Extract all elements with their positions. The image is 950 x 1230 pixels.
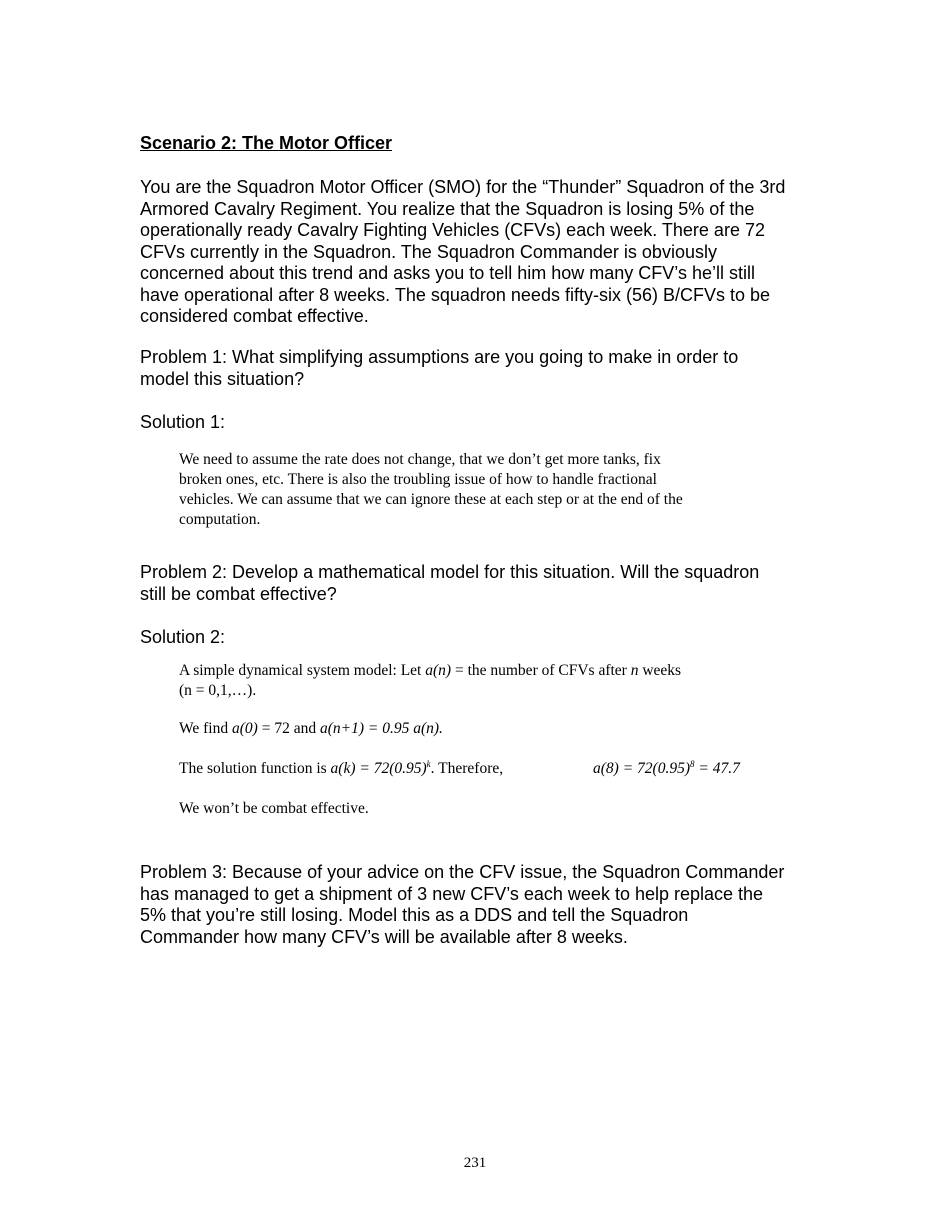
solution-1-label: Solution 1: — [140, 412, 226, 432]
problem-3-line: Problem 3: Because of your advice on the CFV issue, the Squadron Commander — [140, 862, 785, 882]
intro-line: CFVs currently in the Squadron. The Squadron Commander is obviously — [140, 241, 717, 262]
result-rhs: = 47.7 — [694, 760, 740, 777]
find-mid: = 72 and — [257, 720, 320, 737]
recurrence-equation: a(n+1) = 0.95 a(n). — [319, 720, 443, 737]
page-title: Scenario 2: The Motor Officer — [140, 133, 393, 153]
solution-1-line: computation. — [179, 511, 261, 528]
result-equation — [593, 759, 740, 779]
solution-function: a(k) = 72(0.95) — [330, 760, 427, 777]
solution-1-line: broken ones, etc. There is also the troubling issue of how to handle fractional — [179, 471, 657, 488]
find-a0: a(0) — [232, 720, 258, 737]
page-number: 231 — [463, 1155, 487, 1171]
model-line — [179, 661, 779, 681]
solution-2-label: Solution 2: — [140, 627, 226, 647]
problem-1 — [140, 347, 830, 390]
model-n: n — [630, 662, 639, 679]
solution-suffix: . Therefore, — [430, 760, 504, 777]
solution-1-body — [179, 450, 749, 530]
solution-prefix: The solution function is — [179, 760, 331, 777]
model-mid: = the number of CFVs after — [451, 662, 631, 679]
solution-2-function — [179, 759, 799, 779]
solution-2-initial-condition — [179, 719, 779, 739]
result-lhs: a(8) = 72(0.95) — [593, 760, 690, 777]
problem-3-line: has managed to get a shipment of 3 new CFV’s each week to help replace the — [140, 883, 764, 904]
problem-3-line: Commander how many CFV’s will be available after 8 weeks. — [140, 926, 628, 947]
intro-line: You are the Squadron Motor Officer (SMO) for the “Thunder” Squadron of the 3rd — [140, 177, 786, 197]
intro-line: operationally ready Cavalry Fighting Vehicles (CFVs) each week. There are 72 — [140, 220, 765, 240]
result-exponent: 8 — [689, 759, 695, 769]
intro-line: considered combat effective. — [140, 306, 369, 326]
problem-1-line: model this situation? — [140, 368, 305, 389]
problem-2 — [140, 562, 830, 605]
problem-3 — [140, 862, 830, 948]
model-line-2: (n = 0,1,…). — [179, 682, 257, 699]
solution-2-conclusion: We won’t be combat effective. — [179, 800, 369, 817]
problem-2-line: Problem 2: Develop a mathematical model for this situation. Will the squadron — [140, 562, 760, 582]
intro-line: concerned about this trend and asks you to tell him how many CFV’s he’ll still — [140, 263, 755, 283]
problem-1-line: Problem 1: What simplifying assumptions are you going to make in order to — [140, 347, 739, 367]
solution-2-model — [179, 661, 779, 701]
intro-line: Armored Cavalry Regiment. You realize that the Squadron is losing 5% of the — [140, 198, 755, 219]
problem-2-line: still be combat effective? — [140, 583, 337, 604]
find-prefix: We find — [179, 720, 232, 737]
scenario-intro — [140, 177, 830, 328]
solution-1-line: We need to assume the rate does not change, that we don’t get more tanks, fix — [179, 451, 661, 468]
solution-1-line: vehicles. We can assume that we can ignore these at each step or at the end of the — [179, 491, 683, 508]
model-prefix: A simple dynamical system model: Let — [179, 662, 426, 679]
model-suffix: weeks — [638, 662, 682, 679]
model-variable: a(n) — [425, 662, 452, 679]
solution-exponent: k — [426, 759, 431, 769]
problem-3-line: 5% that you’re still losing. Model this as a DDS and tell the Squadron — [140, 905, 689, 925]
intro-line: have operational after 8 weeks. The squadron needs fifty-six (56) B/CFVs to be — [140, 284, 770, 305]
